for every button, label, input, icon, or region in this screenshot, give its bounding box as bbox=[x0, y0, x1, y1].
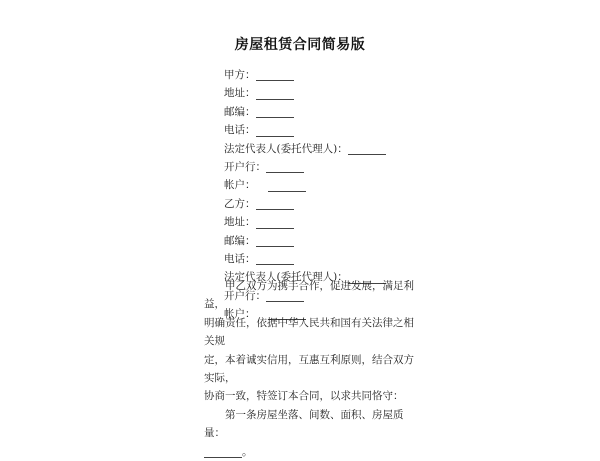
party-b-name-line bbox=[224, 195, 504, 213]
party-a-legal-rep-label: 法定代表人(委托代理人)： bbox=[224, 142, 348, 155]
party-a-phone-line bbox=[224, 121, 504, 139]
party-a-account-blank bbox=[268, 179, 306, 192]
party-b-name-label: 乙方： bbox=[224, 197, 256, 210]
intro-paragraph bbox=[204, 277, 414, 461]
party-b-legal-rep-label: 法定代表人(委托代理人)： bbox=[224, 271, 348, 284]
party-a-bank-line bbox=[224, 158, 504, 176]
intro-line-1: 甲乙双方为携手合作，促进发展，满足利益， bbox=[204, 280, 414, 311]
party-b-bank-label: 开户行： bbox=[224, 289, 266, 302]
party-a-name-blank bbox=[256, 68, 294, 81]
party-b-phone-label: 电话： bbox=[224, 252, 256, 265]
article-1-fill-line bbox=[204, 443, 414, 461]
party-b-postcode-blank bbox=[256, 234, 294, 247]
intro-line-2: 明确责任，依据中华人民共和国有关法律之相关规 bbox=[204, 316, 414, 348]
party-a-postcode-line bbox=[224, 103, 504, 121]
document-title: 房屋租赁合同简易版 bbox=[234, 37, 366, 53]
party-a-bank-blank bbox=[266, 160, 304, 173]
party-a-account-line bbox=[224, 176, 504, 194]
party-b-postcode-line bbox=[224, 232, 504, 250]
party-b-address-label: 地址： bbox=[224, 216, 256, 229]
article-1-blank bbox=[204, 445, 242, 458]
article-1-end: 。 bbox=[242, 445, 253, 458]
party-b-address-blank bbox=[256, 216, 294, 229]
party-a-phone-label: 电话： bbox=[224, 124, 256, 137]
party-a-address-line bbox=[224, 84, 504, 102]
party-a-account-label: 帐户： bbox=[224, 179, 256, 192]
party-a-postcode-blank bbox=[256, 105, 294, 118]
party-b-account-label: 帐户： bbox=[224, 308, 256, 321]
party-b-name-blank bbox=[256, 197, 294, 210]
party-a-phone-blank bbox=[256, 124, 294, 137]
party-a-postcode-label: 邮编： bbox=[224, 105, 256, 118]
party-b-postcode-label: 邮编： bbox=[224, 234, 256, 247]
party-a-legal-rep-line bbox=[224, 140, 504, 158]
party-a-bank-label: 开户行： bbox=[224, 160, 266, 173]
party-a-address-label: 地址： bbox=[224, 87, 256, 100]
party-a-address-blank bbox=[256, 87, 294, 100]
article-1-heading: 第一条房屋坐落、间数、面积、房屋质量： bbox=[204, 408, 404, 440]
intro-line-3: 定，本着诚实信用，互惠互利原则，结合双方实际， bbox=[204, 353, 414, 385]
party-b-address-line bbox=[224, 213, 504, 231]
party-a-legal-rep-blank bbox=[348, 142, 386, 155]
party-a-name-label: 甲方： bbox=[224, 69, 256, 81]
party-b-phone-line bbox=[224, 250, 504, 268]
intro-line-4: 协商一致，特签订本合同，以求共同恪守： bbox=[204, 390, 404, 403]
party-a-name-line bbox=[224, 66, 504, 84]
party-b-phone-blank bbox=[256, 252, 294, 265]
